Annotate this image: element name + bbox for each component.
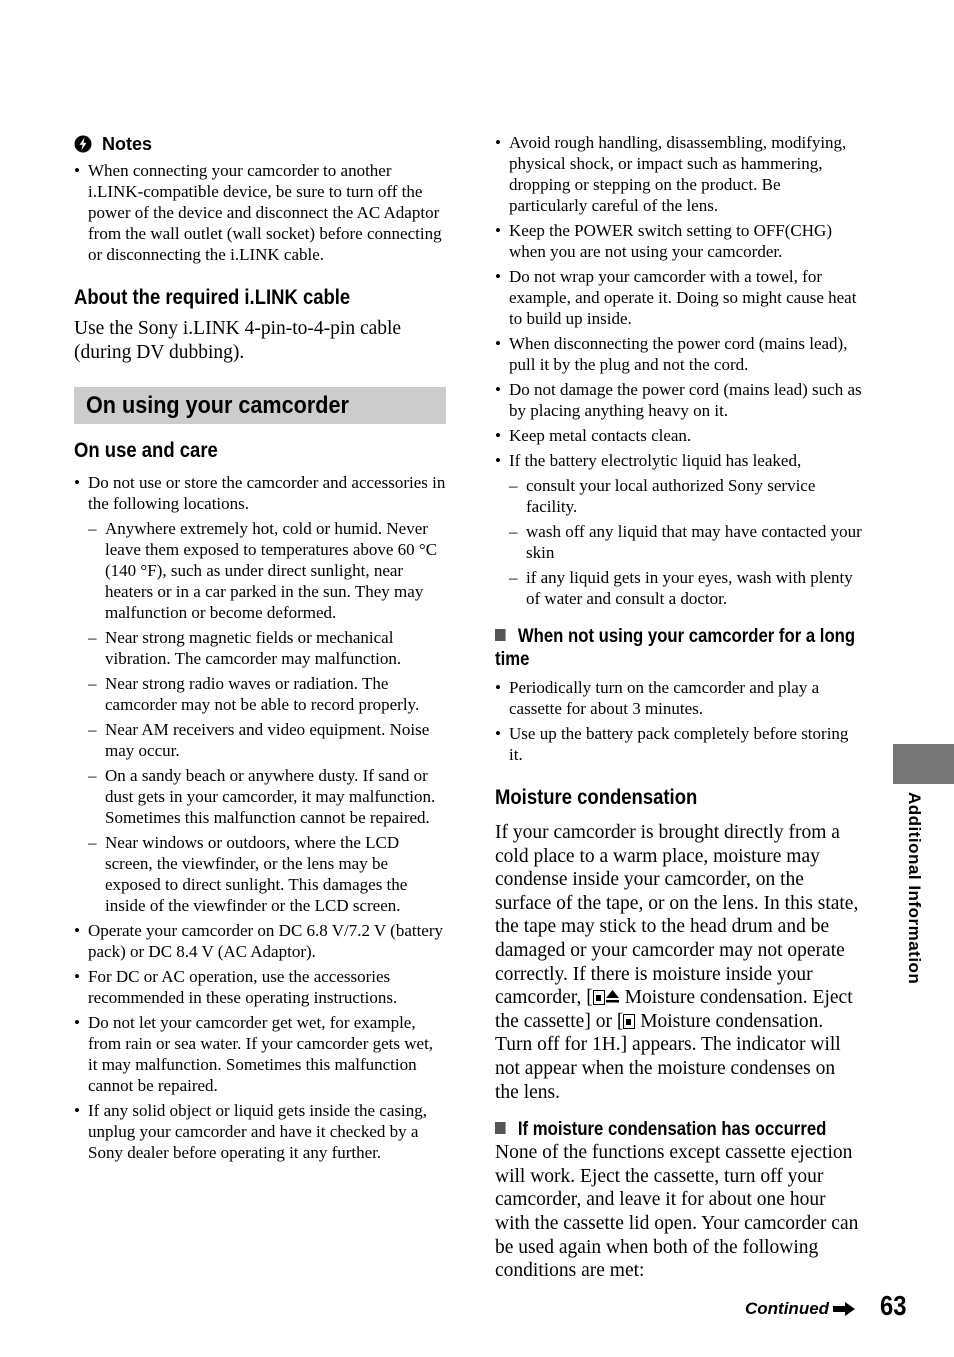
list-item: • Keep the POWER switch setting to OFF(CHG) when you are not using your camcorder. <box>495 220 863 262</box>
list-item: • Use up the battery pack completely before storing it. <box>495 723 863 765</box>
ilink-heading: About the required i.LINK cable <box>74 286 351 309</box>
moisture-text <box>495 821 863 1104</box>
arrow-right-icon <box>833 1302 855 1316</box>
chapter-tab-label: Additional Information <box>905 792 924 985</box>
list-item: • Do not damage the power cord (mains lead) such as by placing anything heavy on it. <box>495 379 863 421</box>
page-number: 63 <box>880 1290 907 1321</box>
section-title-bar <box>74 387 446 424</box>
eject-icon <box>605 989 620 1004</box>
care-list <box>74 472 446 1163</box>
care-list-continued <box>495 132 863 609</box>
longtime-list <box>495 677 863 765</box>
care-heading: On use and care <box>74 439 218 463</box>
list-item: • Avoid rough handling, disassembling, modifying, physical shock, or impact such as hammering, dropping or stepping on the product. Be particularly careful of the lens. <box>495 132 863 216</box>
square-bullet-icon <box>495 1122 506 1134</box>
list-item: – Near strong magnetic fields or mechanical vibration. The camcorder may malfunction. <box>88 627 446 669</box>
moisture-text-part: Moisture condensation. Eject the cassette] or [ <box>495 987 853 1032</box>
list-item: – Near AM receivers and video equipment. Noise may occur. <box>88 719 446 761</box>
ilink-text: Use the Sony i.LINK 4-pin-to-4-pin cable (during DV dubbing). <box>74 318 402 363</box>
list-item <box>74 472 446 916</box>
list-item: • If any solid object or liquid gets inside the casing, unplug your camcorder and have it checked by a Sony dealer before operating it any further. <box>74 1100 446 1163</box>
continued-label: Continued <box>745 1299 830 1318</box>
moisture-icon <box>623 1014 635 1029</box>
occurred-text: None of the functions except cassette ejection will work. Eject the cassette, turn off your camcorder, and leave it for about one hour with the cassette lid open. Your camcorder can be used again when both of the following conditions are met: <box>495 1142 859 1282</box>
moisture-text-part: If your camcorder is brought directly from a cold place to a warm place, moisture may condense inside your camcorder, on the surface of the tape, or on the lens. In this state, the tape may stick to the head drum and be damaged or your camcorder may not operate correctly. If there is moisture inside your camcorder, [ <box>495 822 859 1009</box>
care-intro: Do not use or store the camcorder and accessories in the following locations. <box>88 473 446 514</box>
chapter-tab-marker <box>893 744 954 784</box>
battery-item: If the battery electrolytic liquid has leaked, <box>509 451 802 470</box>
list-item <box>495 450 863 609</box>
continued-indicator <box>745 1299 855 1319</box>
moisture-icon <box>593 990 605 1005</box>
right-column <box>495 132 863 1283</box>
list-item: • For DC or AC operation, use the accessories recommended in these operating instructions. <box>74 966 446 1008</box>
occurred-heading <box>495 1118 856 1141</box>
list-item: • When disconnecting the power cord (mains lead), pull it by the plug and not the cord. <box>495 333 863 375</box>
battery-steps <box>509 475 863 609</box>
care-locations <box>88 518 446 916</box>
list-item: – On a sandy beach or anywhere dusty. If sand or dust gets in your camcorder, it may malfunction. Sometimes this malfunction cannot be repaired. <box>88 765 446 828</box>
list-item: • Keep metal contacts clean. <box>495 425 863 446</box>
list-item: – Anywhere extremely hot, cold or humid. Never leave them exposed to temperatures above 60 °C (140 °F), such as under direct sunlight, near heaters or in a car parked in the sun. They may malfunction or become deformed. <box>88 518 446 623</box>
longtime-heading-text: When not using your camcorder for a long time <box>495 626 856 670</box>
occurred-heading-text: If moisture condensation has occurred <box>517 1119 827 1141</box>
list-item: – if any liquid gets in your eyes, wash with plenty of water and consult a doctor. <box>509 567 863 609</box>
list-item: • Do not let your camcorder get wet, for example, from rain or sea water. If your camcorder gets wet, it may malfunction. Sometimes this malfunction cannot be repaired. <box>74 1012 446 1096</box>
notes-title: Notes <box>102 134 153 154</box>
square-bullet-icon <box>495 629 506 641</box>
list-item: • Operate your camcorder on DC 6.8 V/7.2 V (battery pack) or DC 8.4 V (AC Adaptor). <box>74 920 446 962</box>
longtime-heading <box>495 625 856 671</box>
list-item: – Near strong radio waves or radiation. The camcorder may not be able to record properly. <box>88 673 446 715</box>
moisture-text-part: Moisture condensation. Turn off for 1H.] appears. The indicator will not appear when the moisture condenses on the lens. <box>495 1010 841 1103</box>
list-item: – Near windows or outdoors, where the LCD screen, the viewfinder, or the lens may be exposed to direct sunlight. This damages the inside of the viewfinder or the LCD screen. <box>88 832 446 916</box>
list-item: – wash off any liquid that may have contacted your skin <box>509 521 863 563</box>
left-column <box>74 132 446 1167</box>
notes-list <box>74 160 446 265</box>
moisture-heading: Moisture condensation <box>495 786 698 809</box>
list-item: – consult your local authorized Sony service facility. <box>509 475 863 517</box>
notes-icon <box>74 135 92 153</box>
section-title: On using your camcorder <box>86 391 349 419</box>
notes-heading <box>74 132 446 156</box>
list-item: • Periodically turn on the camcorder and play a cassette for about 3 minutes. <box>495 677 863 719</box>
list-item: • When connecting your camcorder to another i.LINK-compatible device, be sure to turn off the power of the device and disconnect the AC Adaptor from the wall outlet (wall socket) before connecting or disconnecting the i.LINK cable. <box>74 160 446 265</box>
list-item: • Do not wrap your camcorder with a towel, for example, and operate it. Doing so might cause heat to build up inside. <box>495 266 863 329</box>
